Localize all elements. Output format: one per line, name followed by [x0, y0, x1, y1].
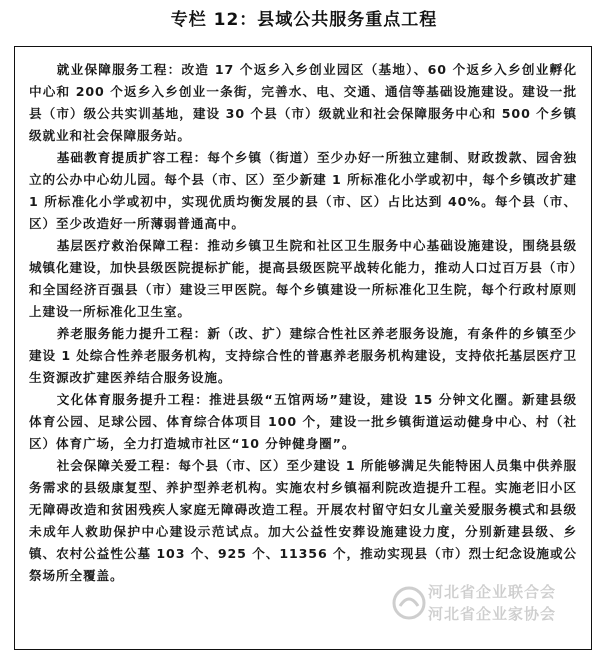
section-education	[29, 147, 577, 235]
section-text: 推进县级“五馆两场”建设，建设 15 分钟文化圈。新建县级体育公园、足球公园、体育综合体项目 100 个，建设一批乡镇街道运动健身中心、村（社区）体育广场，全力打造城市社区“10 分钟健身圈”。	[29, 392, 577, 451]
section-social-security	[29, 455, 577, 587]
section-heading: 文化体育服务提升工程：	[56, 392, 210, 407]
section-heading: 社会保障关爱工程：	[56, 458, 179, 473]
section-heading: 养老服务能力提升工程：	[56, 326, 208, 341]
section-text: 推动乡镇卫生院和社区卫生服务中心基础设施建设，围绕县级城镇化建设，加快县级医院提标扩能，提高县级医院平战转化能力，推动人口过百万县（市）和全国经济百强县（市）建设三甲医院。每个乡镇建设一所标准化卫生院，每个行政村原则上建设一所标准化卫生室。	[29, 238, 577, 319]
section-text: 新（改、扩）建综合性社区养老服务设施，有条件的乡镇至少建设 1 处综合性养老服务机构，支持综合性的普惠养老服务机构建设，支持依托基层医疗卫生资源改扩建医养结合服务设施。	[29, 326, 577, 385]
section-text: 改造 17 个返乡入乡创业园区（基地）、60 个返乡入乡创业孵化中心和 200 个返乡入乡创业一条街，完善水、电、交通、通信等基础设施建设。建设一批县（市）级公共实训基地，建设 30 个县（市）级就业和社会保障服务中心和 500 个乡镇级就业和社会保障服务站。	[29, 62, 577, 143]
section-employment	[29, 59, 577, 147]
page-title: 专栏 12：县域公共服务重点工程	[170, 10, 438, 30]
section-text: 每个乡镇（街道）至少办好一所独立建制、财政拨款、园舍独立的公办中心幼儿园。每个县（市、区）至少新建 1 所标准化小学或初中，每个乡镇改扩建 1 所标准化小学或初中，实现优质均衡发展的县（市、区）占比达到 40%。每个县（市、区）至少改造好一所薄弱普通高中。	[29, 150, 577, 231]
section-culture-sports	[29, 389, 577, 455]
section-heading: 基础教育提质扩容工程：	[56, 150, 208, 165]
section-text: 每个县（市、区）至少建设 1 所能够满足失能特困人员集中供养服务需求的县级康复型、养护型养老机构。实施农村乡镇福利院改造提升工程。实施老旧小区无障碍改造和贫困残疾人家庭无障碍改造工程。开展农村留守妇女儿童关爱服务模式和县级未成年人救助保护中心建设示范试点。加大公益性安葬设施建设力度，分别新建县级、乡镇、农村公益性公墓 103 个、925 个、11356 个，推动实现县（市）烈士纪念设施或公祭场所全覆盖。	[29, 458, 577, 583]
section-elderly-care	[29, 323, 577, 389]
content-box	[14, 46, 592, 650]
section-medical	[29, 235, 577, 323]
section-heading: 基层医疗救治保障工程：	[56, 238, 208, 253]
watermark-line-2: 河北省企业家协会	[428, 605, 557, 623]
section-heading: 就业保障服务工程：	[56, 62, 182, 77]
watermark-line-1: 河北省企业联合会	[428, 583, 557, 601]
